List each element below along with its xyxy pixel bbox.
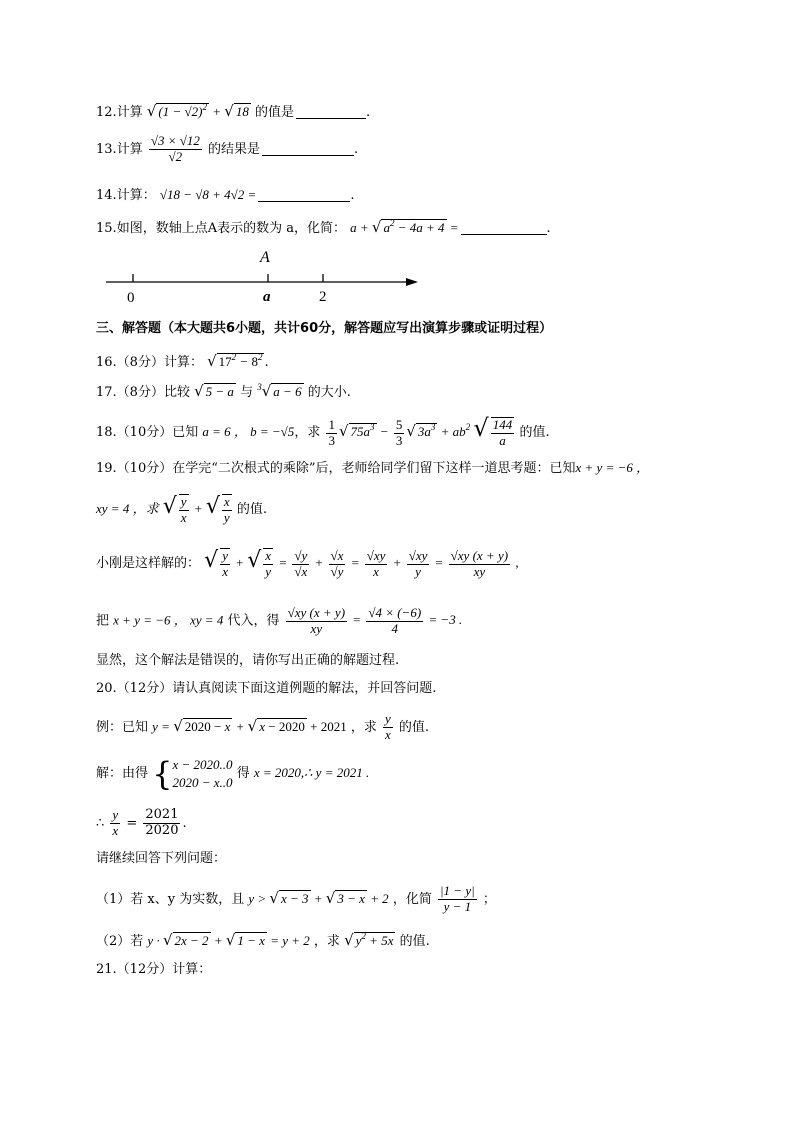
q19-expression: √ $\frac{y}{x}$ + √ $\frac{x}{y}$ bbox=[162, 494, 230, 526]
part-1-inequality: y > √ x − 3 + √ 3 − x + 2 bbox=[248, 888, 389, 907]
part-2: （2）若 y · √ 2x − 2 + √ 1 − x = y + 2 ，求 √ $y^2 + 5x$ 的值. bbox=[96, 931, 430, 949]
q15-expression: a + √ $a^2 - 4a + 4$ = bbox=[350, 218, 459, 236]
question-16: 16.（8分）计算： √ $17^2 - 8^2$ . bbox=[96, 352, 269, 370]
continue-text: 请继续回答下列问题： bbox=[96, 851, 227, 866]
inequality-system: x − 2020..0 2020 − x..0 bbox=[172, 757, 233, 790]
q17-expression-1: √ 5 − a bbox=[194, 382, 234, 400]
answer-blank[interactable] bbox=[262, 141, 354, 156]
xiaogang-expression: √ $\frac{y}{x}$ + √ $\frac{x}{y}$ = $\frac{√y}{√x}$ + $\frac{√x}{√y}$ = $\frac{√xy}{x}$ + $\frac{√xy}{y}$ = $\frac{√xy (x + y)}{xy}$ , bbox=[204, 547, 519, 580]
arrow-icon bbox=[406, 278, 418, 286]
answer-blank[interactable] bbox=[258, 187, 350, 202]
answer-blank[interactable] bbox=[461, 220, 547, 235]
question-19-line2: xy = 4 ，求 √ $\frac{y}{x}$ + √ $\frac{x}{y}$ 的值. bbox=[96, 494, 268, 526]
q14-expression: √18 − √8 + 4√2 = bbox=[159, 187, 257, 202]
substitution-expression: $\frac{√xy (x + y)}{xy}$ = $\frac{√4 \times (-6)}{4}$ = −3 . bbox=[287, 605, 463, 636]
answer-blank[interactable] bbox=[296, 104, 366, 119]
xiaogang-solution: 小刚是这样解的： √ $\frac{y}{x}$ + √ $\frac{x}{y}$ = $\frac{√y}{√x}$ + $\frac{√x}{√y}$ = $\frac{√xy}{x}$ + $\frac{√xy}{y}$ = $\frac{√xy (x + y)}{xy}$ , bbox=[96, 547, 519, 580]
question-12: 12.计算 √ $(1 - √2)^2$ + √ 18 的值是 . bbox=[96, 102, 371, 120]
example-line: 例：已知 y = √ 2020 − x + √ x − 2020 + 2021 ，求 $\frac{y}{x}$ 的值. bbox=[96, 711, 430, 742]
q13-fraction: $\frac{√3 \times √12}{√2}$ bbox=[150, 133, 200, 164]
question-17: 17.（8分）比较 √ 5 − a 与 $^3$√ a − 6 的大小. bbox=[96, 382, 351, 400]
question-18: 18.（10分）已知 a = 6 ， b = −√5，求 $\frac{1}{3}$ √ $75a^3$ − $\frac{5}{3}$ √ $3a^3 + ab^2$ √ $\frac{144}{a}$ 的值. bbox=[96, 414, 550, 449]
q16-expression: √ $17^2 - 8^2$ bbox=[207, 352, 263, 370]
tick-label-a: a bbox=[263, 289, 271, 305]
q17-expression-2: $^3$√ a − 6 bbox=[257, 382, 302, 400]
number-line bbox=[100, 242, 430, 308]
question-21: 21.（12分）计算： bbox=[96, 962, 212, 977]
part-2-expression: √ $y^2 + 5x$ bbox=[344, 931, 394, 949]
tick-label-0: 0 bbox=[127, 290, 135, 306]
question-13: 13.计算 $\frac{√3 \times √12}{√2}$ 的结果是 . bbox=[96, 133, 359, 164]
tick-label-2: 2 bbox=[319, 289, 327, 305]
example-expression: y = √ 2020 − x + √ x − 2020 + 2021 bbox=[152, 716, 347, 735]
question-14: 14.计算： √18 − √8 + 4√2 = . bbox=[96, 187, 355, 203]
question-20: 20.（12分）请认真阅读下面这道例题的解法，并回答问题. bbox=[96, 681, 437, 696]
substitution-line: 把 x + y = −6 ， xy = 4 代入，得 $\frac{√xy (x + y)}{xy}$ = $\frac{√4 \times (-6)}{4}$ = −3 . bbox=[96, 605, 463, 636]
part-1-expression: $\frac{|1 - y|}{y - 1}$ bbox=[439, 883, 475, 914]
q19-conclusion: 显然，这个解法是错误的，请你写出正确的解题过程. bbox=[96, 653, 400, 668]
part-2-equation: y · √ 2x − 2 + √ 1 − x = y + 2 bbox=[147, 931, 310, 949]
point-label: A bbox=[260, 249, 270, 266]
ratio-line: ∴ $\frac{y}{x}$ = $\frac{2021}{2020}$ . bbox=[96, 807, 187, 838]
solution-line: 解：由得 { x − 2020..0 2020 − x..0 得 x = 2020,∴ y = 2021 . bbox=[96, 754, 370, 793]
q18-expression: $\frac{1}{3}$ √ $75a^3$ − $\frac{5}{3}$ √ $3a^3 + ab^2$ √ $\frac{144}{a}$ bbox=[328, 414, 513, 449]
question-19: 19.（10分）在学完“二次根式的乘除”后，老师给同学们留下这样一道思考题：已知x + y = −6 ， bbox=[96, 460, 650, 476]
section-title: 三、解答题（本大题共6小题，共计60分，解答题应写出演算步骤或证明过程） bbox=[96, 321, 553, 336]
brace-icon: { bbox=[152, 754, 173, 793]
q12-expression: √ $(1 - √2)^2$ + √ 18 bbox=[146, 102, 249, 120]
question-15: 15.如图，数轴上点A表示的数为 a，化简： a + √ $a^2 - 4a + 4$ = . bbox=[96, 218, 551, 236]
part-1: （1）若 x、y 为实数，且 y > √ x − 3 + √ 3 − x + 2 ，化简 $\frac{|1 - y|}{y - 1}$ ； bbox=[96, 883, 496, 914]
